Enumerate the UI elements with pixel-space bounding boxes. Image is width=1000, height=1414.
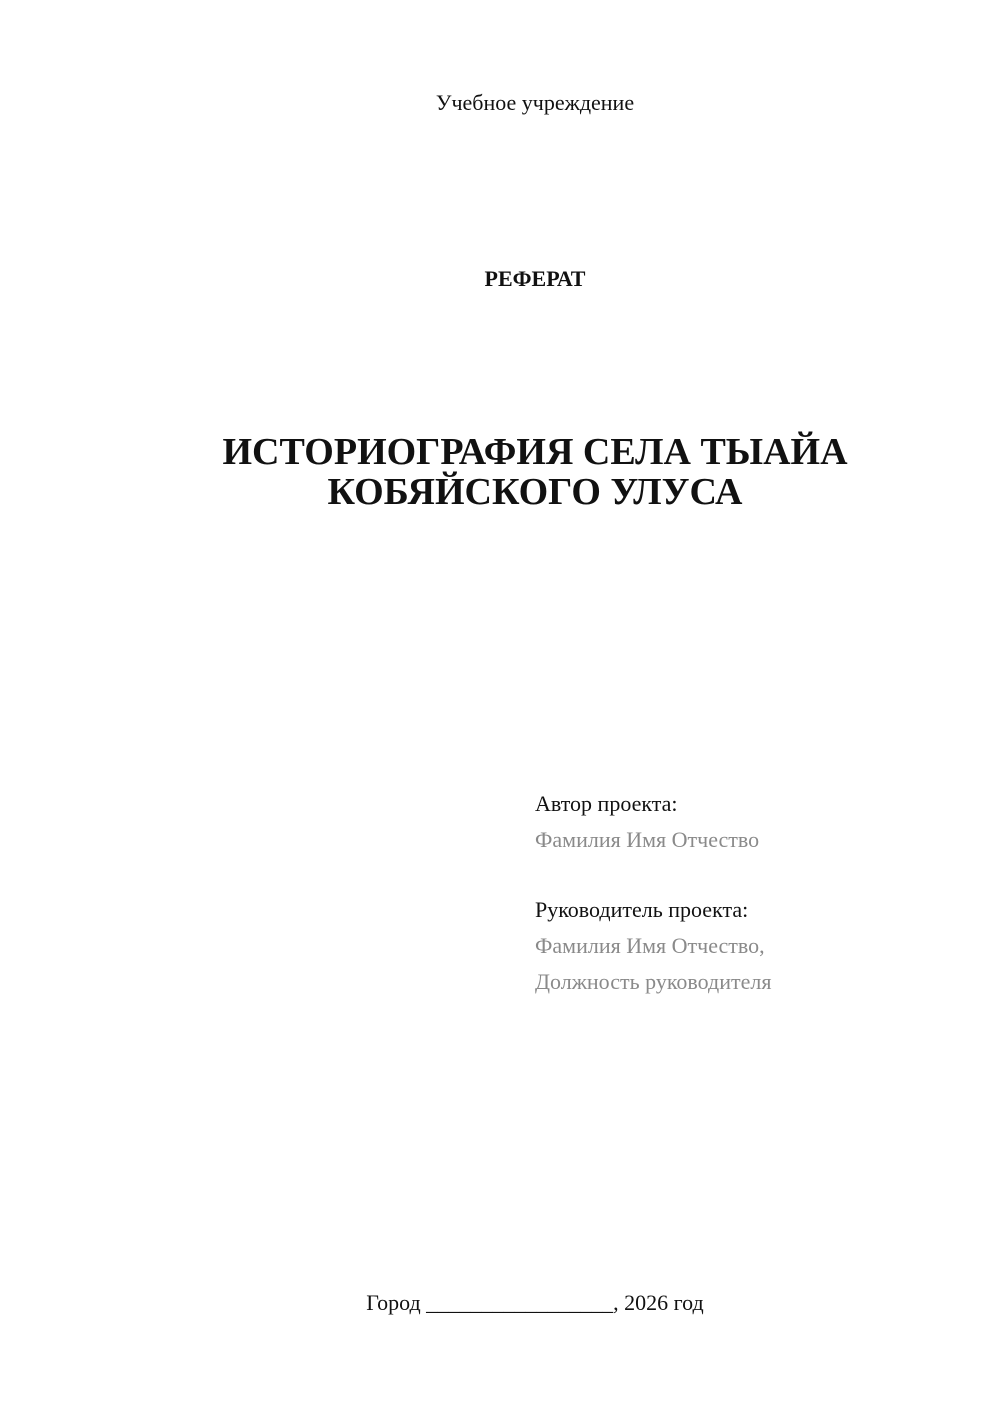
institution-name: Учебное учреждение xyxy=(435,90,635,115)
author-label: Автор проекта: xyxy=(535,791,678,816)
city-label: Город xyxy=(366,1290,421,1315)
supervisor-label: Руководитель проекта: xyxy=(535,897,749,922)
supervisor-position: Должность руководителя xyxy=(535,969,772,994)
city-blank: _________________ xyxy=(426,1290,614,1315)
document-title xyxy=(0,432,1000,512)
footer-city-year xyxy=(0,1290,1000,1316)
title-line-1: ИСТОРИОГРАФИЯ СЕЛА ТЫАЙА xyxy=(222,431,848,473)
supervisor-name: Фамилия Имя Отчество, xyxy=(535,933,765,958)
project-info xyxy=(535,786,975,1000)
year-text: , 2026 год xyxy=(613,1290,704,1315)
document-type: РЕФЕРАТ xyxy=(484,266,586,291)
title-line-2: КОБЯЙСКОГО УЛУСА xyxy=(327,471,743,513)
author-name: Фамилия Имя Отчество xyxy=(535,827,760,852)
